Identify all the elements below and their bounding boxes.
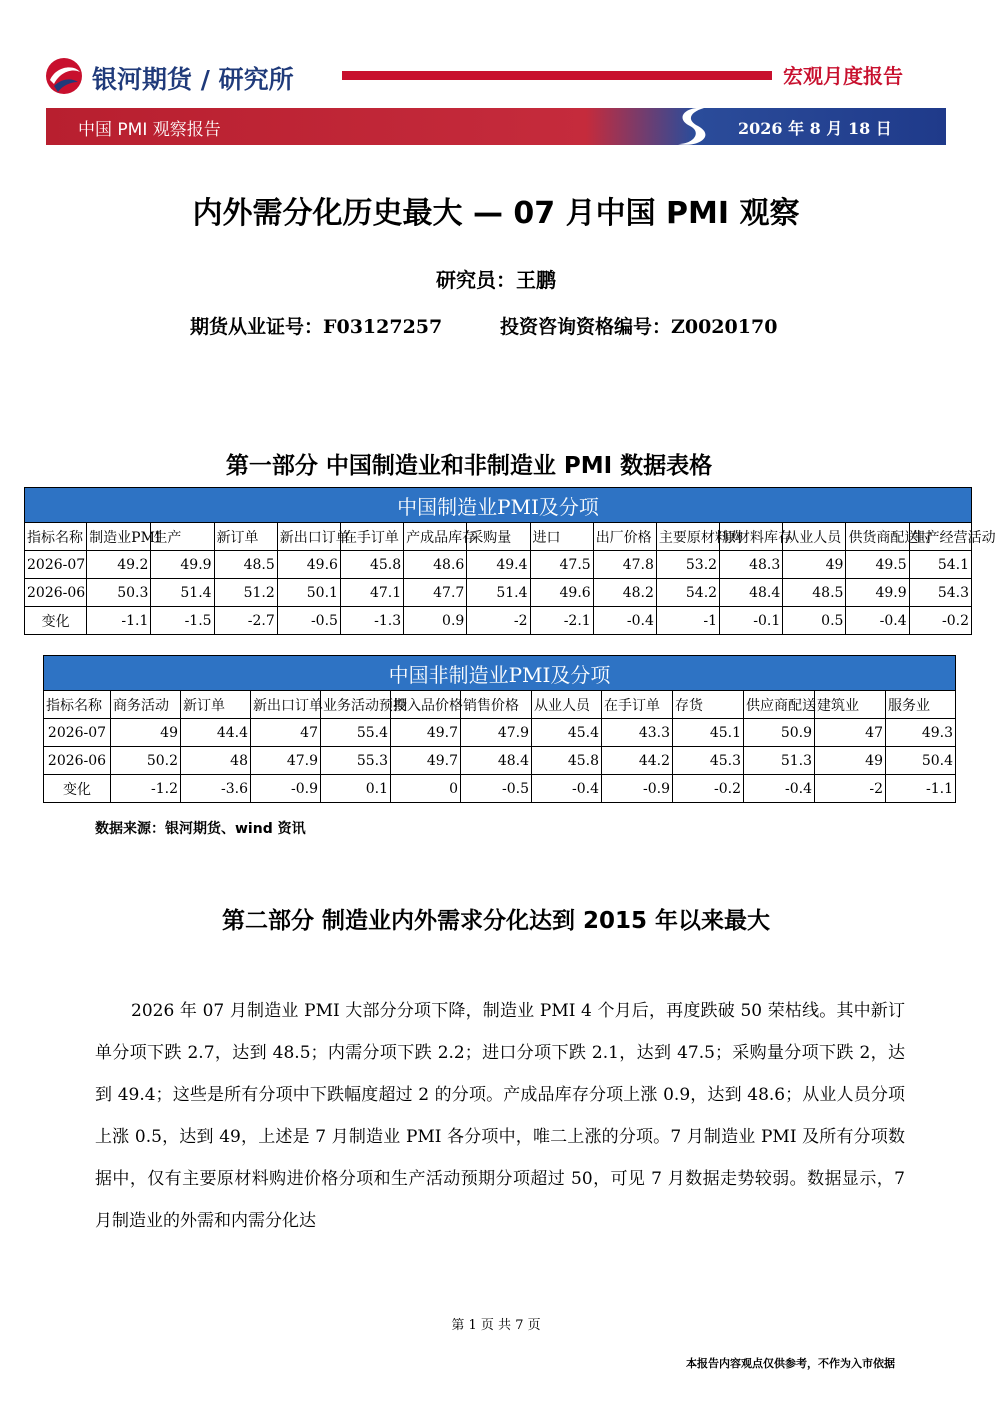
table-cell: 44.2 — [602, 747, 673, 775]
table-cell: 49.3 — [886, 719, 956, 747]
galaxy-logo-icon — [44, 56, 84, 96]
row-label: 2026-06 — [25, 579, 87, 607]
table-cell: 45.3 — [673, 747, 744, 775]
column-header: 生产经营活动 — [909, 523, 971, 551]
column-header: 产成品库存 — [404, 523, 467, 551]
table-cell: -2 — [467, 607, 530, 635]
table-cell: -0.5 — [461, 775, 532, 803]
column-header: 商务活动 — [111, 691, 181, 719]
table-cell: 51.4 — [467, 579, 530, 607]
body-paragraph: 2026 年 07 月制造业 PMI 大部分分项下降，制造业 PMI 4 个月后，再度跌破 50 荣枯线。其中新订单分项下跌 2.7，达到 48.5；内需分项下跌 2.2；进口分项下跌 2.1，达到 47.5；采购量分项下跌 2，达到 49.4；这些是所有分项中下跌幅度超过 2 的分项。产成品库存分项上涨 0.9，达到 48.6；从业人员分项上涨 0.5，达到 49，上述是 7 月制造业 PMI 各分项中，唯二上涨的分项。7 月制造业 PMI 及所有分项数据中，仅有主要原材料购进价格分项和生产活动预期分项超过 50，可见 7 月数据走势较弱。数据显示，7 月制造业的外需和内需分化达 — [95, 1001, 905, 1231]
table-cell: 54.3 — [909, 579, 971, 607]
column-header: 销售价格 — [461, 691, 532, 719]
table-cell: 47.1 — [340, 579, 403, 607]
table-row — [44, 719, 956, 747]
table-cell: 50.2 — [111, 747, 181, 775]
swoosh-icon — [664, 104, 724, 148]
column-header: 从业人员 — [532, 691, 602, 719]
table-row — [44, 747, 956, 775]
row-label: 2026-07 — [44, 719, 111, 747]
table-cell: -0.4 — [593, 607, 656, 635]
table-caption: 中国非制造业PMI及分项 — [44, 656, 956, 691]
table-cell: 51.4 — [151, 579, 214, 607]
futures-license: 期货从业证号：F03127257 — [190, 316, 443, 338]
table-cell: 55.4 — [321, 719, 391, 747]
table-cell: 48.2 — [593, 579, 656, 607]
table-row — [44, 775, 956, 803]
non-manufacturing-pmi-table — [43, 655, 956, 803]
manufacturing-pmi-table — [24, 487, 996, 635]
table-cell: 50.4 — [886, 747, 956, 775]
table-cell: 44.4 — [181, 719, 251, 747]
report-date: 2026 年 8 月 18 日 — [738, 119, 892, 138]
table-cell: 49.5 — [846, 551, 909, 579]
table-cell: 45.8 — [340, 551, 403, 579]
table-cell: 0 — [391, 775, 461, 803]
table-cell: 43.3 — [602, 719, 673, 747]
data-source: 数据来源：银河期货、wind 资讯 — [95, 821, 306, 837]
table-cell: 47 — [251, 719, 321, 747]
column-header: 生产 — [151, 523, 214, 551]
column-header: 在手订单 — [602, 691, 673, 719]
page-number: 第 1 页 共 7 页 — [451, 1318, 541, 1333]
table-cell: 49.2 — [87, 551, 151, 579]
table-cell: 49.9 — [846, 579, 909, 607]
table-cell: 49 — [783, 551, 846, 579]
table-cell: -1.3 — [340, 607, 403, 635]
table-cell: 49.6 — [277, 551, 340, 579]
table-cell: -0.5 — [277, 607, 340, 635]
column-header: 新订单 — [214, 523, 277, 551]
column-header: 新出口订单 — [251, 691, 321, 719]
table-cell: 45.1 — [673, 719, 744, 747]
report-title: 内外需分化历史最大 — 07 月中国 PMI 观察 — [192, 196, 800, 231]
column-header: 出厂价格 — [593, 523, 656, 551]
table-cell: 49.9 — [151, 551, 214, 579]
table-cell: 47.7 — [404, 579, 467, 607]
table-cell: 51.3 — [744, 747, 815, 775]
table-cell: -0.2 — [909, 607, 971, 635]
table-cell: 47 — [815, 719, 886, 747]
table-cell: -2.1 — [530, 607, 593, 635]
row-label: 变化 — [44, 775, 111, 803]
table-cell: 49.7 — [391, 747, 461, 775]
table-cell: 49.7 — [391, 719, 461, 747]
column-header: 投入品价格 — [391, 691, 461, 719]
column-header: 业务活动预期 — [321, 691, 391, 719]
table-caption: 中国制造业PMI及分项 — [25, 488, 972, 523]
table-cell: -1 — [656, 607, 719, 635]
table-cell: -0.2 — [673, 775, 744, 803]
investment-license: 投资咨询资格编号：Z0020170 — [500, 316, 778, 338]
table-cell: -2 — [815, 775, 886, 803]
table-cell: 49 — [111, 719, 181, 747]
table-cell: -0.9 — [602, 775, 673, 803]
column-header: 从业人员 — [783, 523, 846, 551]
table-cell: 47.8 — [593, 551, 656, 579]
table-cell: -1.2 — [111, 775, 181, 803]
column-header: 建筑业 — [815, 691, 886, 719]
row-label: 变化 — [25, 607, 87, 635]
table-cell: -2.7 — [214, 607, 277, 635]
table-cell: 48.6 — [404, 551, 467, 579]
column-header: 存货 — [673, 691, 744, 719]
table-cell: 48.5 — [214, 551, 277, 579]
disclaimer: 本报告内容观点仅供参考，不作为入市依据 — [686, 1357, 895, 1370]
table-cell: -0.1 — [720, 607, 783, 635]
column-header: 指标名称 — [25, 523, 87, 551]
column-header: 制造业PMI — [87, 523, 151, 551]
table-cell: 51.2 — [214, 579, 277, 607]
table-cell: 48 — [181, 747, 251, 775]
table-cell: 55.3 — [321, 747, 391, 775]
table-cell: 45.4 — [532, 719, 602, 747]
section-2-title: 第二部分 制造业内外需求分化达到 2015 年以来最大 — [221, 908, 771, 934]
table-row — [25, 579, 972, 607]
table-cell: -0.4 — [846, 607, 909, 635]
table-cell: 0.9 — [404, 607, 467, 635]
table-cell: 0.5 — [783, 607, 846, 635]
table-cell: 50.9 — [744, 719, 815, 747]
table-cell: -1.1 — [886, 775, 956, 803]
table-row — [25, 551, 972, 579]
table-cell: -3.6 — [181, 775, 251, 803]
table-cell: 48.3 — [720, 551, 783, 579]
table-cell: 49.4 — [467, 551, 530, 579]
brand-name: 银河期货 / 研究所 — [92, 65, 294, 94]
column-header: 供货商配送时 — [846, 523, 909, 551]
section-1-title: 第一部分 中国制造业和非制造业 PMI 数据表格 — [225, 453, 713, 479]
table-cell: 49.6 — [530, 579, 593, 607]
table-cell: -0.4 — [744, 775, 815, 803]
column-header: 服务业 — [886, 691, 956, 719]
table-header-row — [25, 523, 972, 551]
column-header: 采购量 — [467, 523, 530, 551]
column-header: 供应商配送 — [744, 691, 815, 719]
row-label: 2026-06 — [44, 747, 111, 775]
column-header: 进口 — [530, 523, 593, 551]
column-header: 主要原材料购 — [656, 523, 719, 551]
column-header: 新出口订单 — [277, 523, 340, 551]
table-cell: 47.9 — [251, 747, 321, 775]
report-series-title: 中国 PMI 观察报告 — [78, 120, 221, 140]
table-cell: 54.2 — [656, 579, 719, 607]
table-header-row — [44, 691, 956, 719]
table-cell: -0.9 — [251, 775, 321, 803]
table-cell: 0.1 — [321, 775, 391, 803]
table-cell: 50.3 — [87, 579, 151, 607]
table-cell: -1.1 — [87, 607, 151, 635]
table-cell: 53.2 — [656, 551, 719, 579]
table-cell: 49 — [815, 747, 886, 775]
table-row — [25, 607, 972, 635]
table-cell: -1.5 — [151, 607, 214, 635]
column-header: 在手订单 — [340, 523, 403, 551]
table-cell: 47.9 — [461, 719, 532, 747]
table-cell: 47.5 — [530, 551, 593, 579]
table-cell: 48.5 — [783, 579, 846, 607]
column-header: 指标名称 — [44, 691, 111, 719]
table-cell: 45.8 — [532, 747, 602, 775]
table-cell: -0.4 — [532, 775, 602, 803]
report-type: 宏观月度报告 — [783, 64, 903, 88]
table-cell: 48.4 — [720, 579, 783, 607]
column-header: 原材料库存 — [720, 523, 783, 551]
column-header: 新订单 — [181, 691, 251, 719]
table-cell: 48.4 — [461, 747, 532, 775]
header-red-bar — [342, 71, 772, 80]
table-cell: 50.1 — [277, 579, 340, 607]
table-cell: 54.1 — [909, 551, 971, 579]
row-label: 2026-07 — [25, 551, 87, 579]
researcher: 研究员：王鹏 — [436, 268, 556, 292]
